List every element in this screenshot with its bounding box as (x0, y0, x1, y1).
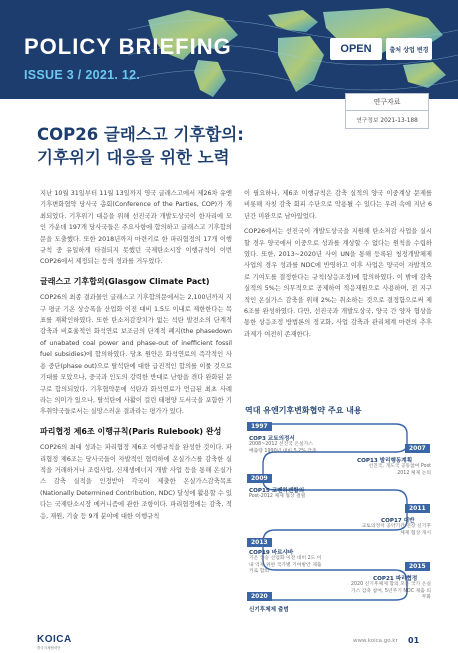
timeline-year: 2020 (247, 592, 272, 601)
right-column (244, 188, 432, 344)
briefing-title: POLICY BRIEFING (24, 34, 232, 59)
document-meta-box (345, 93, 429, 129)
koica-logo: KOICA (37, 634, 72, 645)
page-footer (0, 630, 458, 653)
timeline-event-name: 신기후체제 출범 (249, 607, 289, 613)
document-number: 연구정보 2021-13-188 (356, 118, 418, 124)
continued-paragraph: 이 필요하나, 제6조 이행규칙은 감축 실적의 양국 이중계상 문제를 비롯해 자칫 감축 회피 수단으로 악용될 수 있다는 우려 속에 지난 6년간 미완으로 남아있었다. (244, 190, 432, 220)
timeline-year: 1997 (247, 422, 272, 431)
open-license-badge: OPEN (330, 38, 382, 60)
license-conditions-badge: 출처 상업 변경 (386, 38, 432, 60)
glasgow-paragraph: COP26의 최종 결과물인 글래스고 기후합의문에서는 2,100년까지 지구 평균 기온 상승폭을 산업화 이전 대비 1.5도 이내로 제한한다는 목표를 재확인하였다. 또한 탄소저감장치가 없는 석탄 발전소의 단계적 감축과 비효율적인 화석연료 보조금의 단계적 폐지(the phasedown of unabated coal power and phase-out of inefficient fossil fuel subsidies)에 합의하였다. 당초 원안은 화석연료의 즉각적인 사용 중단(phase out)으로 탈석탄에 대한 급진적인 합의를 이룰 것으로 기대를 모았으나, 중국과 인도의 강력한 반대로 난항을 겪다 완화된 문구로 합의되었다. 기후협약문에 석탄과 화석연료가 언급된 최초 사례라는 의미가 있으나, 탈석탄에 사활이 걸린 태평양 도서국을 포함한 기후취약국들로서는 실망스러운 결과라는 평가가 있다. (40, 294, 232, 416)
timeline-event-desc: 교토의정서 공약기간 연장 신기후체제 협상 개시 (361, 524, 431, 536)
timeline-event-name: COP19 바르샤바 (249, 550, 294, 556)
timeline-event-name: COP13 발리행동계획 (357, 458, 413, 464)
timeline-year: 2009 (247, 474, 272, 483)
page-title (37, 123, 244, 169)
header-banner (0, 0, 458, 99)
timeline-event-name: COP17 더반 (381, 518, 415, 524)
timeline-year: 2007 (405, 444, 430, 453)
website-link[interactable]: www.koica.go.kr (353, 638, 398, 644)
title-line-1: COP26 글래스고 기후합의: (37, 125, 244, 144)
timeline-title: 역대 유엔기후변화협약 주요 내용 (245, 406, 362, 415)
page-number: 01 (408, 636, 420, 645)
timeline-event-name: COP3 교토의정서 (249, 436, 295, 442)
timeline-event-desc: 선진국, 개도국 공동참여 Post 2012 체제 논의 (368, 464, 431, 476)
timeline-event-desc: 2020 신기후체제 합의 모든 국가 온실가스 감축 참여, 5년주기 NDC 제출 의무화 (350, 582, 431, 601)
title-line-2: 기후위기 대응을 위한 노력 (37, 148, 230, 167)
timeline-event-desc: 기온 상승 산업화 이전 대비 2도 이내 억제 위한 국가별 기여방안 제출키로 합의 (249, 556, 322, 575)
issue-number: ISSUE 3 / 2021. 12. (24, 68, 141, 82)
left-column (40, 188, 232, 526)
cop26-result-paragraph: COP26에서는 선진국이 개발도상국을 지원해 탄소저감 사업을 실시할 경우 양국에서 이중으로 성과를 계상할 수 없다는 원칙을 수립하였다. 또한, 2013~2020년 사이 UN을 통해 등록된 청정개발체제 사업의 경우 성과를 NDC에 반영하고 이후 사업은 양국이 자발적으로 기여도를 결정한다는 규칙(상응조정)에 합의하였다. 이 밖에 감축 실적의 5%는 의무적으로 공제하여 적응재원으로 사용하며, 전 지구적인 온실가스 감축을 위해 2%는 취소하는 것으로 결정함으로써 제6조를 완성하였다. 다만, 선진국과 개발도상국, 양국 간 양자 협상을 통한 상응조정 방법론의 정교화, 사업 감축과 관리체계 마련의 추후 과제가 여전히 존재한다. (244, 228, 432, 338)
section-heading-glasgow: 글래스고 기후합의(Glasgow Climate Pact) (40, 276, 210, 286)
document-type: 연구자료 (346, 94, 428, 111)
timeline-year: 2013 (247, 538, 272, 547)
koica-logo-subtitle: 한국국제협력단 (37, 646, 61, 650)
section-heading-rulebook: 파리협정 제6조 이행규칙(Paris Rulebook) 완성 (40, 426, 222, 436)
timeline-event-desc: Post-2012 체제 협상 결렬 (249, 494, 306, 499)
timeline-year: 2015 (405, 562, 430, 571)
rulebook-paragraph: COP26의 최대 성과는 파리협정 제6조 이행규칙을 완성한 것이다. 파리협정 제6조는 당사국들이 자발적인 협력하에 온실가스를 감축한 실적을 거래하거나 조림사업, 신재생에너지 개발 사업 등을 통해 온실가스 감축 실적을 인정받아 각국이 제출한 온실가스감축목표(Nationally Determined Contribution, NDC) 달성에 활용할 수 있다는 국제탄소시장 메커니즘에 관한 조항이다. 파리협정에는 감축, 적응, 재원, 기술 등 9개 분야에 대한 이행규칙 (40, 444, 232, 520)
timeline-year: 2011 (405, 504, 430, 513)
timeline-event-desc: 2008~2012 선진국 온실가스 배출량 1990년 대비 5.2% 감축 (249, 442, 317, 454)
timeline-event-name: COP21 파리협정 (373, 576, 418, 582)
cop-timeline (245, 420, 435, 620)
timeline-event-name: COP15 코펜하겐합의 (249, 488, 305, 494)
intro-paragraph: 지난 10월 31일부터 11월 13일까지 영국 글래스고에서 제26차 유엔 기후변화협약 당사국 총회(Conference of the Parties, COP)가 개최되었다. 기후위기 대응을 위해 선진국과 개발도상국이 한자리에 모인 가운데 197개 당사국들은 주요사항에 합의하고 글래스고 기후합의문을 도출했다. 또한 2018년까지 마련키로 한 파리협정의 17개 이행규칙 중 유일하게 타결되지 못했던 국제탄소시장 이행규칙이 이번 COP26에서 제정되는 등의 성과를 거두었다. (40, 190, 232, 266)
